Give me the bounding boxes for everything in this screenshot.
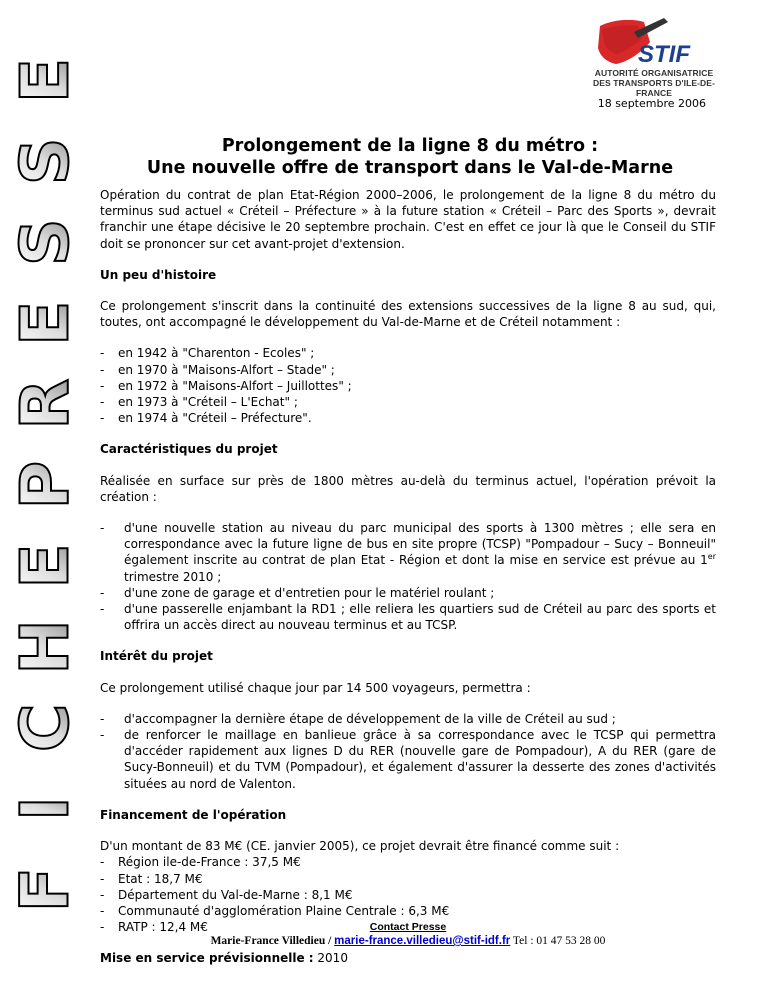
list-item: - en 1942 à "Charenton - Ecoles" ; [100,345,716,361]
document-date: 18 septembre 2006 [597,97,706,110]
banner-letter: F [6,866,84,913]
list-item: - Région ile-de-France : 37,5 M€ [100,854,716,870]
fiche-presse-banner [6,40,84,930]
stif-brand: STIF [638,41,690,68]
service-value: 2010 [313,951,348,966]
feature-1-end: trimestre 2010 ; [124,569,222,584]
banner-letter: E [6,300,84,346]
fiche-presse-letters [7,58,84,912]
funding-heading: Financement de l'opération [100,807,287,822]
feature-1-text: d'une nouvelle station au niveau du parc municipal des sports à 1300 mètres ; elle sera en correspondance avec la future ligne de bus en site propre (TCSP) "Pompadour – Sucy – Bonneuil" également inscrite au contrat de plan Etat - Région et dont la mise en service est prévue au 1 [124,521,716,568]
contact-heading: Contact Presse [369,921,447,933]
list-item: - Département du Val-de-Marne : 8,1 M€ [100,887,716,903]
list-item: - d'une zone de garage et d'entretien pour le matériel roulant ; [100,585,716,601]
logo-subtitle [578,68,730,98]
title-line1: Prolongement de la ligne 8 du métro : [221,136,599,156]
history-list [100,345,716,426]
interest-list [100,711,716,792]
contact-line [100,934,716,948]
banner-letter: I [6,796,84,821]
intro-paragraph: Opération du contrat de plan Etat-Région 2000–2006, le prolongement de la ligne 8 du métro du terminus sud actuel « Créteil – Préfecture » à la future station « Créteil – Parc des Sports », devrait franchir une étape décisive le 20 septembre prochain. C'est en effet ce jour là que le Conseil du STIF doit se prononcer sur cet avant-projet d'extension. [100,188,716,251]
logo-line2: DES TRANSPORTS D'ILE-DE-FRANCE [592,78,715,98]
banner-letter: S [6,137,84,186]
interest-text: Ce prolongement utilisé chaque jour par 14 500 voyageurs, permettra : [100,680,531,695]
banner-letter: C [6,703,84,752]
features-heading: Caractéristiques du projet [100,442,278,457]
document-body [100,187,716,967]
service-label: Mise en service prévisionnelle : [100,951,314,966]
list-item: - d'accompagner la dernière étape de développement de la ville de Créteil au sud ; [100,711,716,727]
features-text: Réalisée en surface sur près de 1800 mètres au-delà du terminus actuel, l'opération prévoit la création : [100,473,716,504]
features-list [100,520,716,633]
press-contact [100,920,716,948]
logo-line1: AUTORITÉ ORGANISATRICE [594,68,714,78]
contact-email-link[interactable]: marie-france.villedieu@stif-idf.fr [334,935,511,947]
service-date [100,950,716,966]
banner-letter: P [6,460,84,510]
contact-name: Marie-France Villedieu / [210,935,335,947]
banner-letter: R [6,378,84,430]
list-item: - Etat : 18,7 M€ [100,871,716,887]
contact-phone: Tel : 01 47 53 28 00 [510,935,606,947]
interest-heading: Intérêt du projet [100,649,213,664]
list-item: - en 1973 à "Créteil – L'Echat" ; [100,394,716,410]
title-line2: Une nouvelle offre de transport dans le Val-de-Marne [146,158,674,178]
list-item: - en 1970 à "Maisons-Alfort – Stade" ; [100,362,716,378]
list-item: - en 1972 à "Maisons-Alfort – Juillottes" ; [100,378,716,394]
list-item: - de renforcer le maillage en banlieue grâce à sa correspondance avec le TCSP qui permettra d'accéder rapidement aux lignes D du RER (nouvelle gare de Pompadour), A du RER (gare de Sucy-Bonneuil) et du TVM (Pompadour), et également d'assurer la desserte des zones d'activités situées au nord de Valenton. [100,727,716,792]
list-item [100,520,716,585]
page-title [100,135,720,179]
list-item: - en 1974 à "Créteil – Préfecture". [100,410,716,426]
banner-letter: H [6,619,84,675]
banner-letter: E [6,543,84,589]
list-item: - d'une passerelle enjambant la RD1 ; elle reliera les quartiers sud de Créteil au parc des sports et offrira un accès direct au nouveau terminus et au TCSP. [100,601,716,633]
feature-1-sup: er [707,552,716,562]
funding-text: D'un montant de 83 M€ (CE. janvier 2005), ce projet devrait être financé comme suit : [100,839,620,854]
history-heading: Un peu d'histoire [100,267,217,282]
list-item: - RATP : 12,4 M€ [100,919,716,935]
banner-letter: S [6,218,84,267]
list-item: - Communauté d'agglomération Plaine Centrale : 6,3 M€ [100,903,716,919]
banner-letter: E [6,57,84,104]
history-text: Ce prolongement s'inscrit dans la continuité des extensions successives de la ligne 8 au sud, qui, toutes, ont accompagné le développement du Val-de-Marne et de Créteil notamment : [100,299,716,330]
